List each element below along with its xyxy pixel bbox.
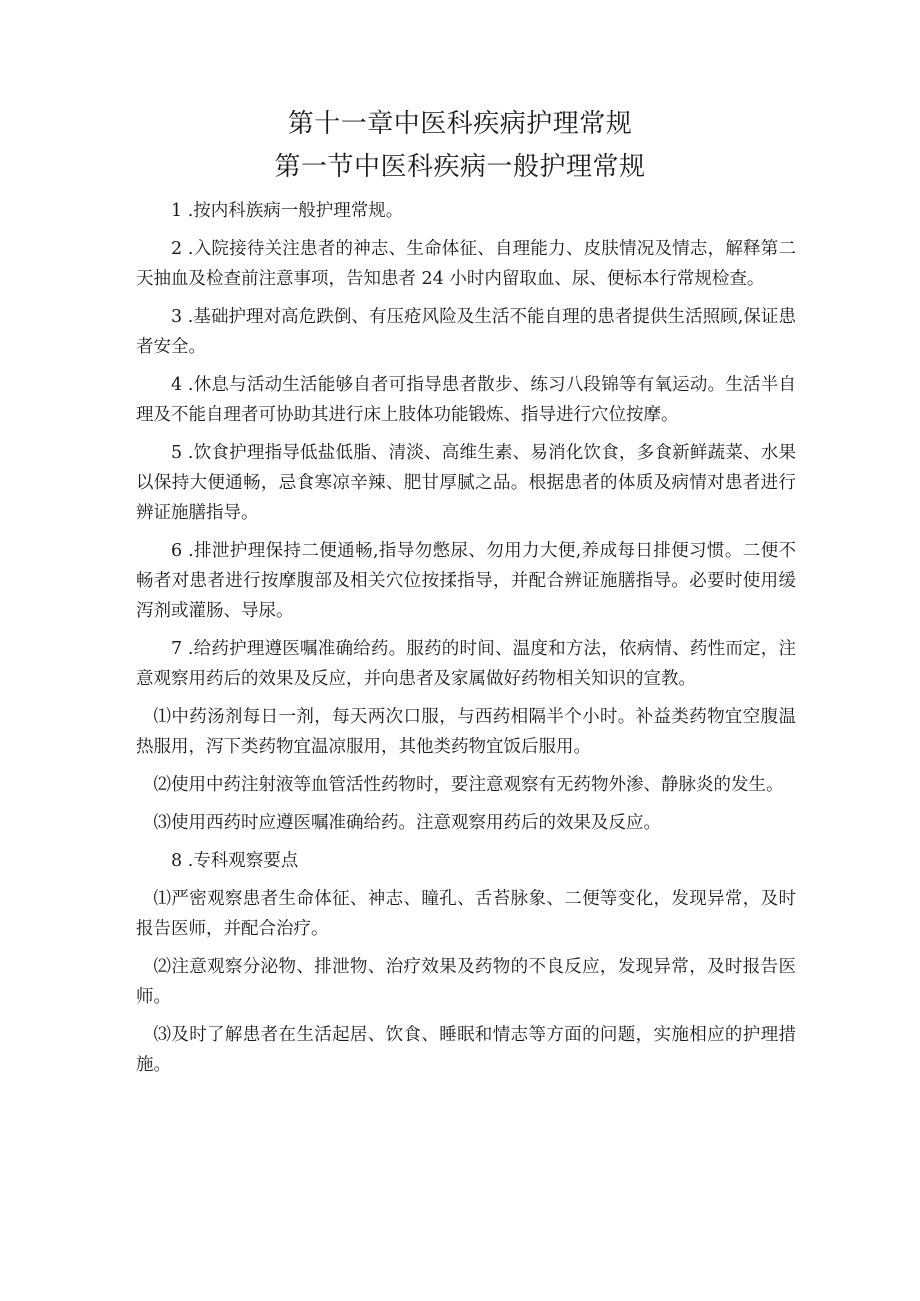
section-title: 第一节中医科疾病一般护理常规 (274, 152, 646, 182)
paragraph-4: 4 .休息与活动生活能够自者可指导患者散步、练习八段锦等有氧运动。生活半自理及不能自理者可协助其进行床上肢体功能锻炼、指导进行穴位按摩。 (136, 375, 796, 425)
paragraph-5: 5 .饮食护理指导低盐低脂、清淡、高维生素、易消化饮食，多食新鲜蔬菜、水果以保持大便通畅，忌食寒凉辛辣、肥甘厚腻之品。根据患者的体质及病情对患者进行辨证施膳指导。 (136, 443, 796, 523)
paragraph-8: 8 .专科观察要点 (171, 851, 299, 871)
paragraph-8-item-2: ⑵注意观察分泌物、排泄物、治疗效果及药物的不良反应，发现异常，及时报告医师。 (136, 957, 796, 1007)
paragraph-7: 7 .给药护理遵医嘱准确给药。服药的时间、温度和方法，依病情、药性而定，注意观察用药后的效果及反应，并向患者及家属做好药物相关知识的宣教。 (136, 639, 796, 689)
paragraph-8-item-1: ⑴严密观察患者生命体征、神志、瞳孔、舌苔脉象、二便等变化，发现异常，及时报告医师，并配合治疗。 (136, 889, 796, 939)
document-body (136, 196, 796, 1088)
paragraph-3: 3 .基础护理对高危跌倒、有压疮风险及生活不能自理的患者提供生活照顾,保证患者安全。 (136, 307, 796, 357)
paragraph-7-item-1: ⑴中药汤剂每日一剂，每天两次口服，与西药相隔半个小时。补益类药物宜空腹温热服用，泻下类药物宜温凉服用，其他类药物宜饭后服用。 (136, 707, 796, 757)
paragraph-7-item-3: ⑶使用西药时应遵医嘱准确给药。注意观察用药后的效果及反应。 (153, 813, 661, 833)
paragraph-6: 6 .排泄护理保持二便通畅,指导勿憋尿、勿用力大便,养成每日排便习惯。二便不畅者对患者进行按摩腹部及相关穴位按揉指导，并配合辨证施膳指导。必要时使用缓泻剂或灌肠、导尿。 (136, 541, 796, 621)
paragraph-8-item-3: ⑶及时了解患者在生活起居、饮食、睡眠和情志等方面的问题，实施相应的护理措施。 (136, 1025, 796, 1075)
paragraph-1: 1 .按内科族病一般护理常规。 (171, 201, 404, 221)
paragraph-2: 2 .入院接待关注患者的神志、生命体征、自理能力、皮肤情况及情志，解释第二天抽血及检查前注意事项，告知患者 24 小时内留取血、尿、便标本行常规检查。 (136, 239, 796, 289)
chapter-title: 第十一章中医科疾病护理常规 (287, 109, 633, 139)
paragraph-7-item-2: ⑵使用中药注射液等血管活性药物时，要注意观察有无药物外渗、静脉炎的发生。 (153, 775, 784, 795)
